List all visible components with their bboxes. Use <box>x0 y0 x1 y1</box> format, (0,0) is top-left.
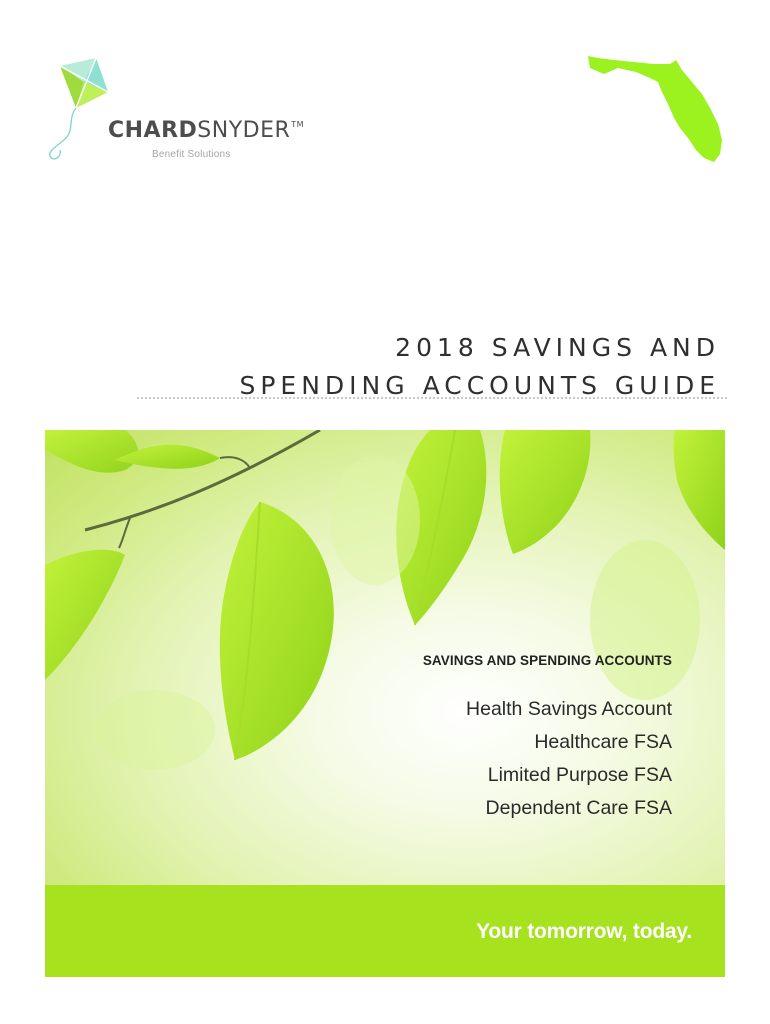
guide-title <box>239 329 720 405</box>
brand-name-light: SNYDER <box>197 118 291 143</box>
footer-band <box>45 885 725 977</box>
hero-image <box>45 430 725 885</box>
trademark-mark: TM <box>291 120 305 129</box>
brand-logo <box>40 52 305 172</box>
dotted-divider <box>137 397 727 399</box>
account-item-hsa: Health Savings Account <box>466 698 672 720</box>
section-heading: SAVINGS AND SPENDING ACCOUNTS <box>422 653 672 668</box>
brand-name <box>108 118 304 143</box>
brand-subtitle: Benefit Solutions <box>152 149 231 160</box>
account-item-limited-purpose-fsa: Limited Purpose FSA <box>487 764 672 786</box>
guide-title-line1: 2018 SAVINGS AND <box>395 332 720 362</box>
account-item-dependent-care-fsa: Dependent Care FSA <box>485 797 672 819</box>
brand-name-bold: CHARD <box>108 118 198 143</box>
tagline: Your tomorrow, today. <box>476 920 692 943</box>
account-item-healthcare-fsa: Healthcare FSA <box>534 731 672 753</box>
account-list <box>466 693 672 825</box>
guide-title-line2: SPENDING ACCOUNTS GUIDE <box>239 370 720 400</box>
florida-map-icon <box>584 54 726 164</box>
